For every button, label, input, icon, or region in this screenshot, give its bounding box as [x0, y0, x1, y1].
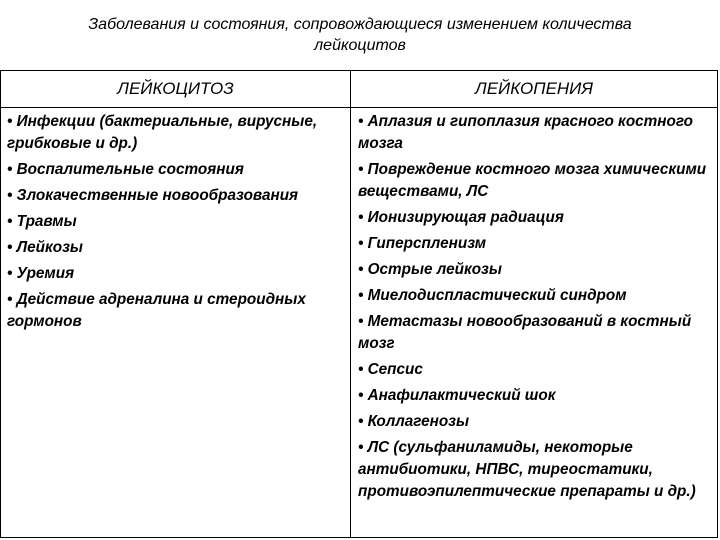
title-line-1: Заболевания и состояния, сопровождающиеся изменением количества [88, 16, 632, 33]
header-leukocytosis: ЛЕЙКОЦИТОЗ [117, 79, 234, 98]
list-item: • ЛС (сульфаниламиды, некоторые антибиотики, НПВС, тиреостатики, противоэпилептические препараты и др.) [358, 438, 696, 501]
leukocytosis-list [7, 111, 345, 337]
list-item: • Действие адреналина и стероидных гормонов [7, 290, 306, 330]
list-item: • Злокачественные новообразования [7, 187, 299, 205]
list-item: • Лейкозы [7, 238, 83, 256]
list-item: • Инфекции (бактериальные, вирусные, грибковые и др.) [7, 113, 318, 153]
header-leukopenia: ЛЕЙКОПЕНИЯ [475, 79, 593, 98]
list-item: • Травмы [7, 212, 77, 230]
list-item: • Коллагенозы [358, 412, 470, 430]
column-divider [350, 71, 351, 537]
comparison-table [0, 70, 718, 538]
title-line-2: лейкоцитов [314, 37, 406, 54]
list-item: • Гиперспленизм [358, 235, 487, 253]
list-item: • Аплазия и гипоплазия красного костного мозга [358, 113, 693, 153]
page-title [0, 14, 720, 56]
list-item: • Острые лейкозы [358, 261, 502, 279]
list-item: • Воспалительные состояния [7, 161, 244, 179]
list-item: • Метастазы новообразований в костный мозг [358, 312, 692, 353]
list-item: • Ионизирующая радиация [358, 209, 564, 227]
list-item: • Повреждение костного мозга химическими веществами, ЛС [358, 161, 707, 201]
table-header-row [1, 71, 717, 108]
list-item: • Анафилактический шок [358, 387, 556, 405]
list-item: • Сепсис [358, 361, 423, 379]
list-item: • Миелодиспластический синдром [358, 287, 627, 305]
leukopenia-list [358, 111, 714, 507]
list-item: • Уремия [7, 264, 75, 282]
